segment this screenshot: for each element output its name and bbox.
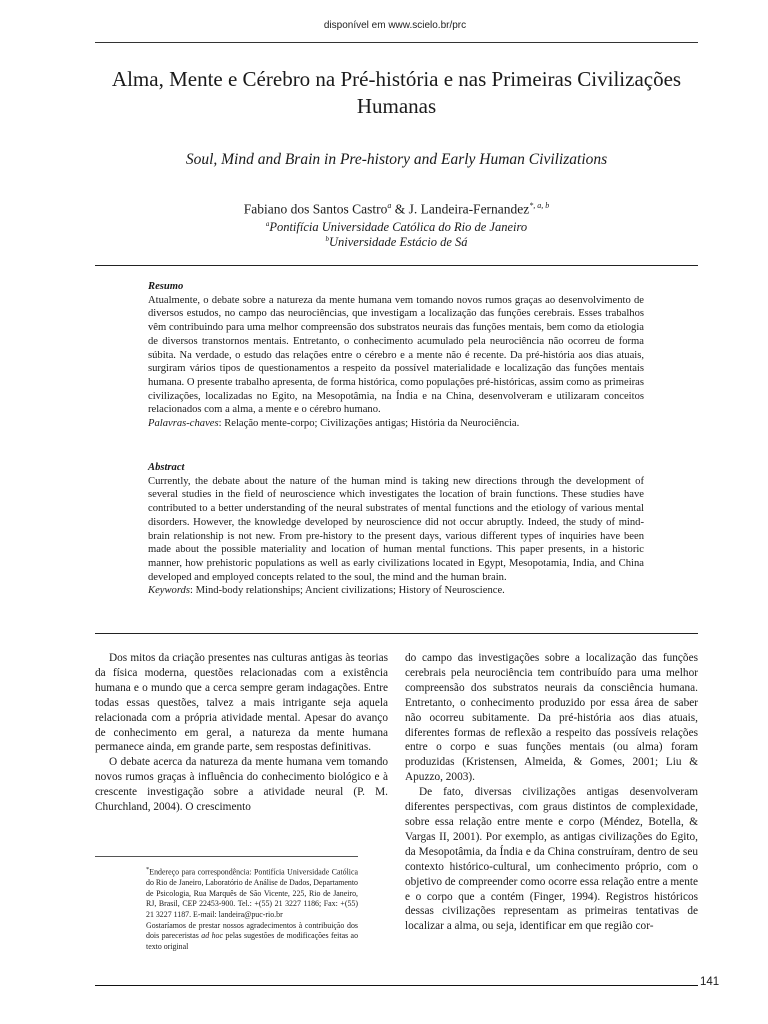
body-column-left — [95, 651, 388, 815]
affiliation-b — [95, 235, 698, 250]
abstract-section — [148, 461, 644, 598]
affiliation-a — [95, 220, 698, 235]
author-1: Fabiano dos Santos Castro — [243, 201, 388, 217]
abstract-keywords — [148, 584, 644, 598]
author-line — [95, 201, 698, 218]
abstract-top-rule — [95, 265, 698, 266]
footnote-thanks-italic: ad hoc — [201, 931, 223, 941]
abstract-keywords-label: Keywords — [148, 585, 190, 597]
footnote-thanks-before: Gostaríamos de prestar nossos agradecimentos à contribuição dos dois pareceristas — [146, 920, 358, 941]
resumo-heading: Resumo — [148, 281, 184, 292]
body-paragraph: De fato, diversas civilizações antigas desenvolveram diferentes perspectivas, com graus distintos de complexidade, sobre essa relação entre mente e corpo (Méndez, Botella, & Vargas II, 2001). Por exemplo, as antigas civilizações do Egito, da Mesopotâmia, da Índia e da China construíram, dentro de seu contexto histórico-cultural, um conhecimento próprio, com o objetivo de compreender como ocorre essa relação entre a mente e o corpo que a contém (Finger, 1994). Registros históricos dessas civilizações representam as primeiras tentativas de localizar a alma, ou seja, identificar em que região cor- — [405, 786, 698, 933]
footnote-acknowledgment — [146, 921, 358, 953]
resumo-keywords-label: Palavras-chaves — [148, 418, 219, 430]
author-1-mark: a — [387, 201, 392, 210]
affiliation-a-text: Pontifícia Universidade Católica do Rio de Janeiro — [269, 220, 528, 235]
article-subtitle: Soul, Mind and Brain in Pre-history and Early Human Civilizations — [185, 151, 608, 168]
author-2: J. Landeira-Fernandez — [408, 201, 530, 217]
page-number: 141 — [700, 976, 720, 988]
resumo-text: Atualmente, o debate sobre a natureza da mente humana vem tomando novos rumos graças ao desenvolvimento de diversos estudos, no campo das neurociências, que investigam a localização das funções cerebrais. Esses trabalhos vêm contribuindo para uma melhor compreensão dos substratos neurais das funções mentais, bem como da etiologia de diversos transtornos mentais. Entretanto, o conhecimento acumulado pela neurociência não ocorreu de forma súbita. Na verdade, o estudo das relações entre o cérebro e a mente não é recente. Da pré-história aos dias atuais, surgiram vários tipos de questionamentos a respeito da possível materialidade e localização das funções mentais humana. O presente trabalho apresenta, de forma histórica, como populações pré-históricas, assim como as primeiras civilizações, localizadas no Egito, na Mesopotâmia, na Índia e na China, desenvolveram e utilizaram conceitos relacionados com a alma, a mente e o cérebro humano. — [148, 294, 644, 416]
body-paragraph: Dos mitos da criação presentes nas culturas antigas às teorias da física moderna, questões relacionadas com a existência humana e o mundo que a cerca sempre geram indagações. Entre todas essas questões, talvez a mais intrigante seja aquela relacionada com a própria atividade mental. Apesar do avanço de conhecimento em geral, a natureza da mente humana permanece ainda, em grande parte, sem respostas definitivas. — [95, 652, 388, 754]
affiliation-b-mark: b — [325, 235, 329, 243]
resumo-keywords — [148, 417, 644, 431]
abstract-text: Currently, the debate about the nature of the human mind is taking new directions through the development of several studies in the field of neuroscience which investigates the location of brain functions. These studies have contributed to a better understanding of the neural substrates of mental functions and the etiology of various mental disorders. However, the knowledge developed by neuroscience did not occur abruptly. Indeed, the study of mind-brain relationship is not new. From pre-history to the present days, various different types of inquiries have been made about the possible materiality and location of human mental functions. This paper presents, in a historic manner, how prehistoric populations as well as early civilizations located in Egypt, Mesopotamia, India, and China developed and employed concepts related to the soul, the mind and the human brain. — [148, 475, 644, 583]
source-url[interactable]: disponível em www.scielo.br/prc — [323, 20, 467, 31]
abstract-heading: Abstract — [148, 462, 185, 473]
body-paragraph: do campo das investigações sobre a localização das funções cerebrais pela neurociência tem contribuído para uma melhor compreensão dos substratos neurais da consciência humana. Entretanto, o conhecimento produzido por essa área de saber não ocorreu subitamente. Da pré-história aos dias atuais, diferentes formas de reflexão a respeito das possíveis relações entre o corpo e suas funções mentais (ou alma) foram produzidas (Kristensen, Almeida, & Gomes, 2001; Liu & Apuzzo, 2003). — [405, 652, 698, 784]
footnote-correspondence-text: Endereço para correspondência: Pontifícia Universidade Católica do Rio de Janeiro, Laboratório de Análise de Dados, Departamento de Psicologia, Rua Marquês de São Vicente, 225, Rio de Janeiro, RJ, Brasil, CEP 22453-900. Tel.: +(55) 21 3227 1186; Fax: +(55) 21 3227 1187. E-mail: landeira@puc-rio.br — [146, 867, 358, 919]
footnote-thanks-after: pelas sugestões de modificações feitas ao texto original — [146, 931, 359, 951]
footnote-rule — [95, 856, 358, 857]
author-connector: & — [391, 201, 409, 217]
affiliation-b-text: Universidade Estácio de Sá — [328, 235, 468, 250]
article-title: Alma, Mente e Cérebro na Pré-história e nas Primeiras Civilizações Humanas — [111, 67, 682, 118]
affiliation-a-mark: a — [265, 220, 270, 228]
footnote-mark: * — [146, 866, 150, 873]
body-column-right — [405, 651, 698, 934]
footnote-correspondence — [146, 865, 358, 921]
resumo-section — [148, 280, 644, 431]
page-bottom-rule — [95, 985, 698, 986]
abstract-bottom-rule — [95, 633, 698, 634]
author-2-mark: *, a, b — [529, 201, 550, 210]
resumo-keywords-list: : Relação mente-corpo; Civilizações antigas; História da Neurociência. — [218, 418, 520, 430]
abstract-keywords-list: : Mind-body relationships; Ancient civilizations; History of Neuroscience. — [189, 585, 505, 597]
header-rule — [95, 42, 698, 43]
body-paragraph: O debate acerca da natureza da mente humana vem tomando novos rumos graças à influência do conhecimento biológico e à crescente investigação sobre a atividade neural (P. M. Churchland, 2004). O crescimento — [95, 756, 388, 814]
footnote — [146, 865, 358, 952]
